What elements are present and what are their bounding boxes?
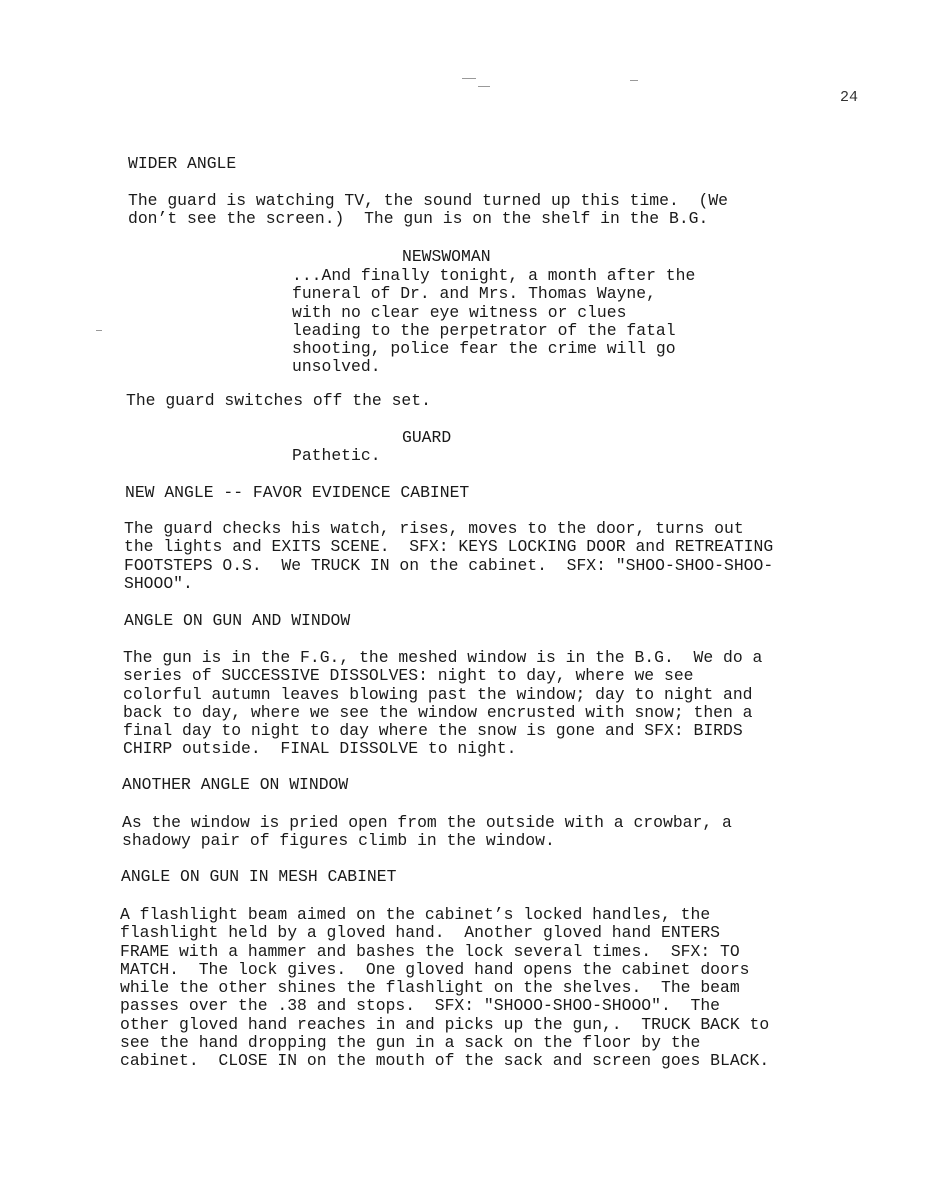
- scan-speck: [478, 86, 490, 87]
- scene-heading-another-angle: ANOTHER ANGLE ON WINDOW: [122, 775, 349, 794]
- action-successive-dissolves: The gun is in the F.G., the meshed window is in the B.G. We do a series of SUCCESSIVE DISSOLVES: night to day, where we see colorful autumn leaves blowing past the window; day to night and back to day, where we see the window encrusted with snow; then a final day to night to day where the snow is gone and SFX: BIRDS CHIRP outside. FINAL DISSOLVE to night.: [123, 648, 763, 759]
- dialogue-newswoman: ...And finally tonight, a month after the funeral of Dr. and Mrs. Thomas Wayne, with no clear eye witness or clues leading to the perpetrator of the fatal shooting, police fear the crime will go unsolved.: [292, 266, 696, 377]
- scene-heading-wider-angle: WIDER ANGLE: [128, 154, 237, 173]
- scan-speck: [96, 330, 102, 331]
- action-guard-switches-off: The guard switches off the set.: [126, 391, 431, 410]
- scene-heading-new-angle: NEW ANGLE -- FAVOR EVIDENCE CABINET: [125, 483, 470, 502]
- scene-heading-mesh-cabinet: ANGLE ON GUN IN MESH CABINET: [121, 867, 397, 886]
- character-guard: GUARD: [402, 428, 452, 447]
- action-flashlight-beam: A flashlight beam aimed on the cabinet’s locked handles, the flashlight held by a gloved hand. Another gloved hand ENTERS FRAME with a hammer and bashes the lock several times. SFX: TO MATCH. The lock gives. One gloved hand opens the cabinet doors while the other shines the flashlight on the shelves. The beam passes over the .38 and stops. SFX: "SHOOO-SHOO-SHOOO". The other gloved hand reaches in and picks up the gun,. TRUCK BACK to see the hand dropping the gun in a sack on the floor by the cabinet. CLOSE IN on the mouth of the sack and screen goes BLACK.: [120, 905, 770, 1071]
- scene-heading-gun-and-window: ANGLE ON GUN AND WINDOW: [124, 611, 351, 630]
- action-window-pried-open: As the window is pried open from the outside with a crowbar, a shadowy pair of figures climb in the window.: [122, 813, 732, 851]
- page-number: 24: [840, 89, 859, 106]
- scan-speck: [630, 80, 638, 81]
- character-newswoman: NEWSWOMAN: [402, 247, 491, 266]
- dialogue-guard: Pathetic.: [292, 446, 381, 465]
- action-guard-checks-watch: The guard checks his watch, rises, moves to the door, turns out the lights and EXITS SCENE. SFX: KEYS LOCKING DOOR and RETREATING FOOTSTEPS O.S. We TRUCK IN on the cabinet. SFX: "SHOO-SHOO-SHOO- SHOOO".: [124, 519, 774, 593]
- scan-speck: [462, 78, 476, 79]
- action-guard-watching-tv: The guard is watching TV, the sound turned up this time. (We don’t see the screen.) The gun is on the shelf in the B.G.: [128, 191, 728, 229]
